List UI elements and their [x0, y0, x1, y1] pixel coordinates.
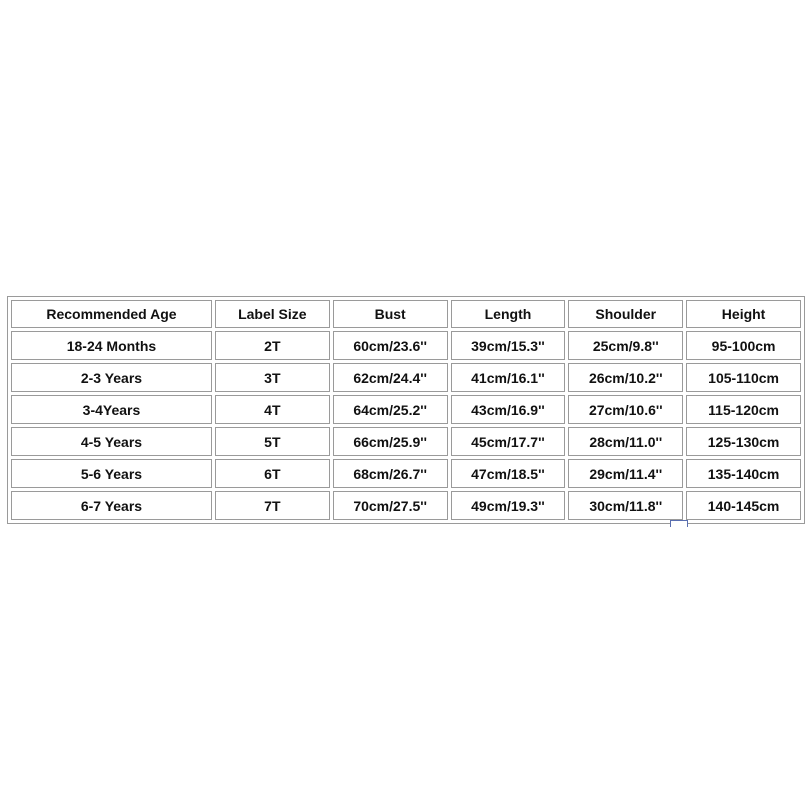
cell-length: 49cm/19.3'': [451, 491, 566, 520]
header-height: Height: [686, 300, 801, 328]
cell-age: 3-4Years: [11, 395, 212, 424]
header-length: Length: [451, 300, 566, 328]
cell-length: 43cm/16.9'': [451, 395, 566, 424]
cell-height: 95-100cm: [686, 331, 801, 360]
cell-age: 5-6 Years: [11, 459, 212, 488]
cell-age: 2-3 Years: [11, 363, 212, 392]
table-row: [11, 363, 801, 392]
cell-bust: 68cm/26.7'': [333, 459, 448, 488]
cell-label-size: 5T: [215, 427, 330, 456]
header-bust: Bust: [333, 300, 448, 328]
header-shoulder: Shoulder: [568, 300, 683, 328]
cell-bust: 70cm/27.5'': [333, 491, 448, 520]
table-header-row: [11, 300, 801, 328]
cell-age: 18-24 Months: [11, 331, 212, 360]
cell-shoulder: 29cm/11.4'': [568, 459, 683, 488]
cell-bust: 62cm/24.4'': [333, 363, 448, 392]
table-row: [11, 395, 801, 424]
cell-height: 105-110cm: [686, 363, 801, 392]
cell-bust: 64cm/25.2'': [333, 395, 448, 424]
cell-length: 47cm/18.5'': [451, 459, 566, 488]
header-label-size: Label Size: [215, 300, 330, 328]
cell-label-size: 4T: [215, 395, 330, 424]
table-row: [11, 427, 801, 456]
cell-label-size: 3T: [215, 363, 330, 392]
cell-label-size: 7T: [215, 491, 330, 520]
cell-height: 125-130cm: [686, 427, 801, 456]
cell-height: 115-120cm: [686, 395, 801, 424]
table-row: [11, 491, 801, 520]
table-row: [11, 331, 801, 360]
cell-bust: 60cm/23.6'': [333, 331, 448, 360]
cell-age: 4-5 Years: [11, 427, 212, 456]
cell-height: 135-140cm: [686, 459, 801, 488]
cell-shoulder: 30cm/11.8'': [568, 491, 683, 520]
cell-label-size: 6T: [215, 459, 330, 488]
table-row: [11, 459, 801, 488]
cell-shoulder: 28cm/11.0'': [568, 427, 683, 456]
cell-shoulder: 27cm/10.6'': [568, 395, 683, 424]
cell-label-size: 2T: [215, 331, 330, 360]
cell-shoulder: 25cm/9.8'': [568, 331, 683, 360]
cell-height: 140-145cm: [686, 491, 801, 520]
cell-shoulder: 26cm/10.2'': [568, 363, 683, 392]
cell-length: 45cm/17.7'': [451, 427, 566, 456]
size-chart-table: [7, 296, 805, 524]
cell-age: 6-7 Years: [11, 491, 212, 520]
watermark-mark-icon: [670, 520, 688, 527]
cell-bust: 66cm/25.9'': [333, 427, 448, 456]
header-recommended-age: Recommended Age: [11, 300, 212, 328]
cell-length: 39cm/15.3'': [451, 331, 566, 360]
cell-length: 41cm/16.1'': [451, 363, 566, 392]
